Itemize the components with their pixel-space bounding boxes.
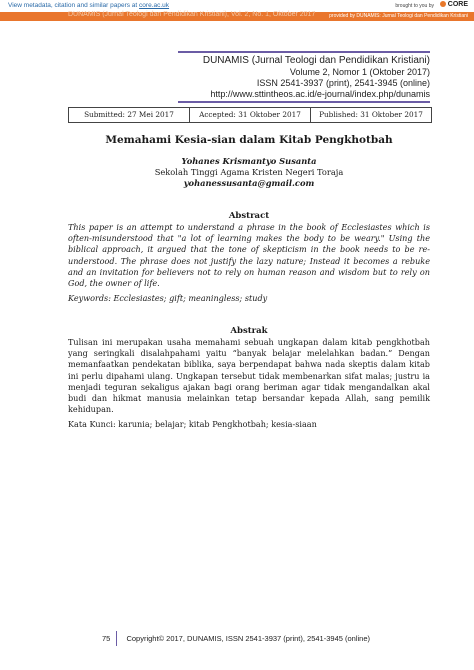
journal-header [203, 55, 430, 100]
core-logo-icon [440, 1, 446, 7]
dates-box [68, 107, 432, 123]
article-title: Memahami Kesia-sian dalam Kitab Pengkhotbah [105, 134, 393, 146]
abstrak-heading: Abstrak [230, 326, 268, 336]
author-affiliation: Sekolah Tinggi Agama Kristen Negeri Toraja [154, 167, 344, 177]
core-logo[interactable] [440, 1, 468, 8]
metadata-link-text: View metadata, citation and similar papers at [8, 2, 138, 9]
accepted-date: Accepted: 31 Oktober 2017 [189, 108, 310, 122]
journal-volume: Volume 2, Nomor 1 (Oktober 2017) [289, 67, 430, 77]
footer-copyright: Copyright© 2017, DUNAMIS, ISSN 2541-3937 (print), 2541-3945 (online) [126, 634, 371, 643]
footer-divider [116, 631, 117, 646]
page-footer [102, 634, 370, 643]
abstract-heading: Abstract [228, 211, 270, 221]
author-email[interactable]: yohanessusanta@gmail.com [183, 178, 315, 188]
published-date: Published: 31 Oktober 2017 [310, 108, 431, 122]
abstrak-keywords: Kata Kunci: karunia; belajar; kitab Pengkhotbah; kesia-siaan [68, 419, 317, 429]
core-logo-text: CORE [447, 1, 468, 8]
abstract-keywords: Keywords: Ecclesiastes; gift; meaningless; study [68, 293, 268, 303]
submitted-date: Submitted: 27 Mei 2017 [84, 110, 174, 119]
header-rule-top [178, 51, 430, 53]
provider-bar [0, 12, 474, 21]
author-block [68, 156, 430, 189]
abstract-text: This paper is an attempt to understand a phrase in the book of Ecclesiastes which is often-misunderstood that "a lot of learning makes the body to be weary." Using the biblical approach, it argued that the tone of skepticism in the book needs to be re-understood. The phrase does not justify the lazy nature; Instead it becomes a rebuke and an invitation for believers not to rely on human reason and wisdom but to rely on God, the owner of life. [68, 222, 430, 289]
page-number: 75 [102, 634, 111, 643]
journal-issn: ISSN 2541-3937 (print), 2541-3945 (online) [256, 78, 430, 88]
header-rule-bottom [178, 101, 430, 103]
journal-title: DUNAMIS (Jurnal Teologi dan Pendidikan Kristiani) [202, 55, 430, 66]
abstrak-text: Tulisan ini merupakan usaha memahami sebuah ungkapan dalam kitab pengkhotbah yang seringkali disalahpahami yaitu “banyak belajar melelahkan badan.” Dengan memanfaatkan pendekatan biblika, saya berpendapat bahwa nada skeptis dalam kitab ini perlu dipahami ulang. Ungkapan tersebut tidak membenarkan sifat malas; justru ia menjadi teguran sekaligus ajakan bagi orang beriman agar tidak mengandalkan akal budi dan hikmat manusia melainkan tetap bersandar kepada Allah, sang pemilik kehidupan. [68, 337, 430, 415]
core-site-link[interactable]: core.ac.uk [139, 2, 170, 9]
author-name: Yohanes Krismantyo Susanta [181, 156, 317, 166]
journal-url[interactable]: http://www.sttintheos.ac.id/e-journal/index.php/dunamis [210, 89, 430, 99]
provided-by-link[interactable]: provided by DUNAMIS: Jurnal Teologi dan Pendidikan Kristiani [329, 13, 468, 19]
metadata-link[interactable] [8, 2, 169, 9]
brought-by-text: brought to you by [395, 3, 434, 9]
running-header: DUNAMIS (Jurnal Teologi dan Pendidikan Kristiani), Vol. 2, No. 1, Oktober 2017 [68, 11, 316, 18]
